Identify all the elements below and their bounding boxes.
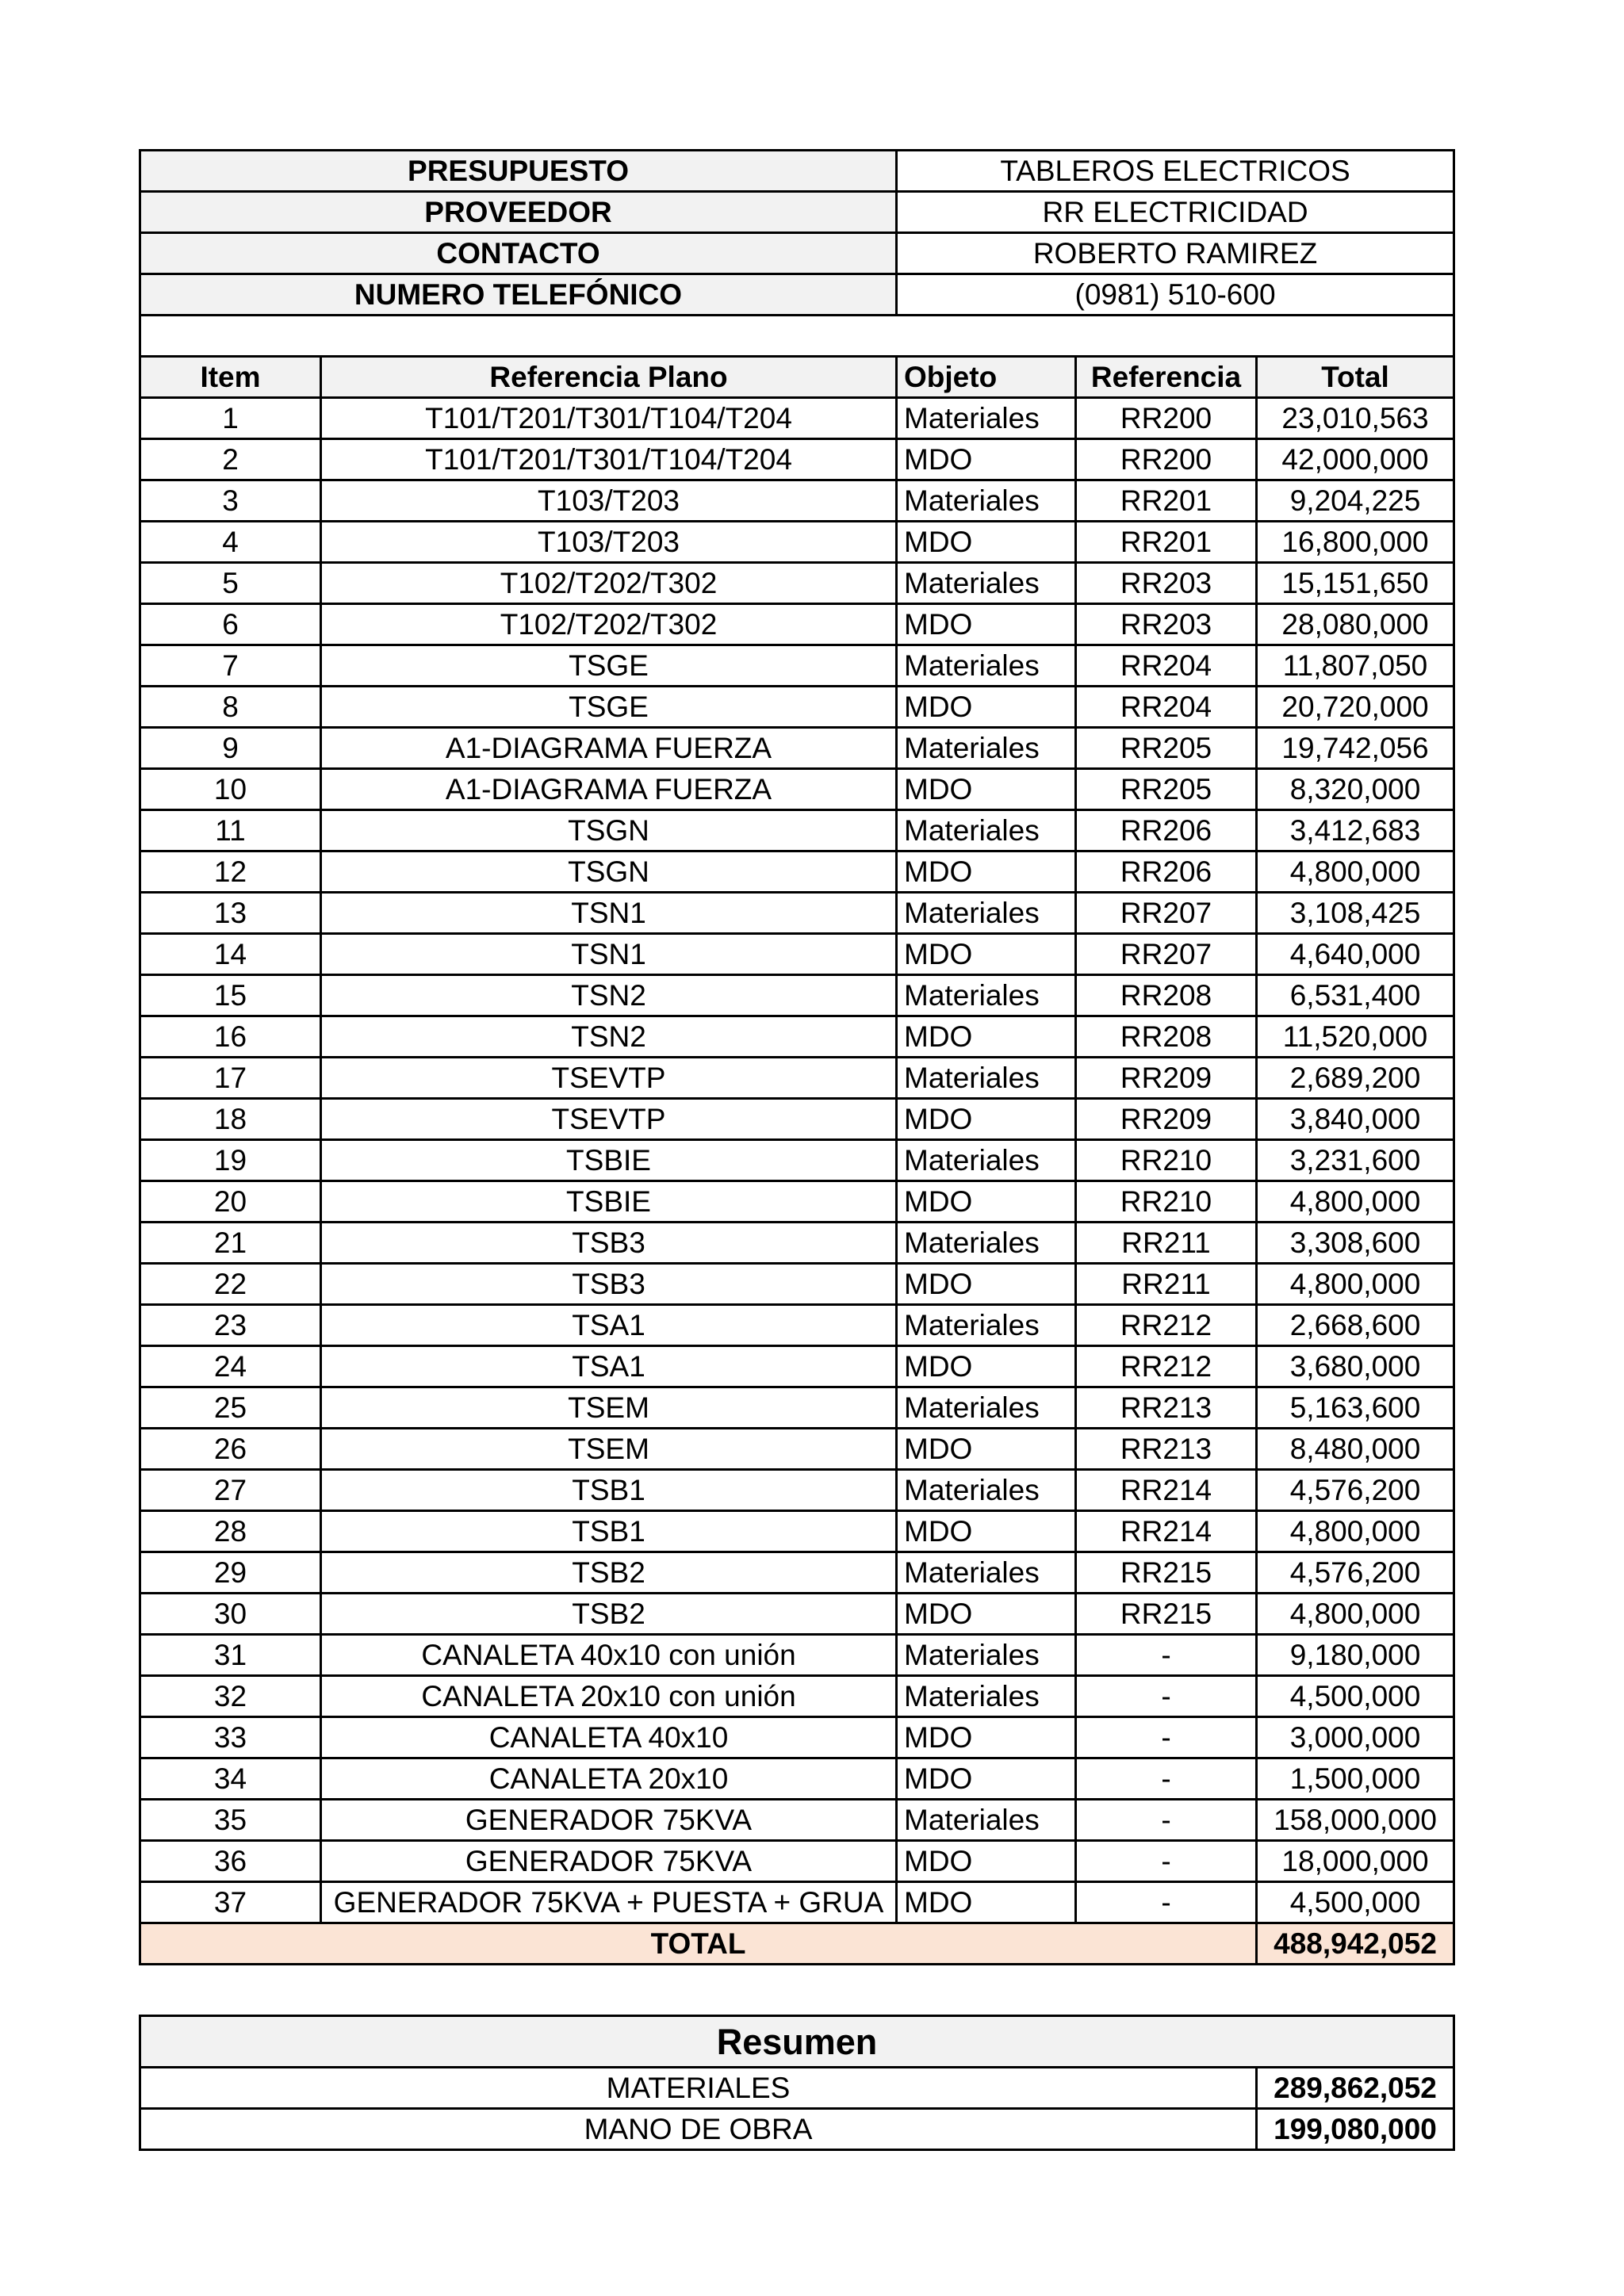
cell-referencia-plano: GENERADOR 75KVA xyxy=(321,1841,897,1882)
cell-objeto: Materiales xyxy=(897,398,1076,439)
table-row xyxy=(140,1635,1454,1676)
cell-referencia-plano: T103/T203 xyxy=(321,522,897,563)
cell-referencia: RR204 xyxy=(1076,687,1257,728)
cell-item: 21 xyxy=(140,1223,321,1264)
table-row xyxy=(140,398,1454,439)
header-label: CONTACTO xyxy=(140,233,897,274)
header-label: NUMERO TELEFÓNICO xyxy=(140,274,897,316)
cell-referencia-plano: TSEVTP xyxy=(321,1058,897,1099)
cell-objeto: MDO xyxy=(897,439,1076,480)
cell-referencia-plano: GENERADOR 75KVA + PUESTA + GRUA xyxy=(321,1882,897,1923)
table-row xyxy=(140,893,1454,934)
summary-title: Resumen xyxy=(140,2016,1454,2068)
cell-referencia-plano: TSGN xyxy=(321,851,897,893)
budget-table xyxy=(139,149,1455,1965)
cell-referencia-plano: TSA1 xyxy=(321,1346,897,1387)
column-header-objeto: Objeto xyxy=(897,357,1076,398)
header-value: RR ELECTRICIDAD xyxy=(897,192,1454,233)
cell-total: 18,000,000 xyxy=(1257,1841,1454,1882)
cell-objeto: Materiales xyxy=(897,893,1076,934)
cell-objeto: Materiales xyxy=(897,1800,1076,1841)
cell-referencia: RR205 xyxy=(1076,769,1257,810)
cell-total: 3,680,000 xyxy=(1257,1346,1454,1387)
cell-referencia: - xyxy=(1076,1676,1257,1717)
header-row-contacto xyxy=(140,233,1454,274)
cell-objeto: MDO xyxy=(897,1264,1076,1305)
cell-total: 158,000,000 xyxy=(1257,1800,1454,1841)
column-header-referencia-plano: Referencia Plano xyxy=(321,357,897,398)
cell-item: 28 xyxy=(140,1511,321,1552)
header-value: ROBERTO RAMIREZ xyxy=(897,233,1454,274)
cell-objeto: Materiales xyxy=(897,1140,1076,1181)
column-header-total: Total xyxy=(1257,357,1454,398)
cell-item: 26 xyxy=(140,1429,321,1470)
table-row xyxy=(140,1841,1454,1882)
column-header-item: Item xyxy=(140,357,321,398)
cell-total: 4,576,200 xyxy=(1257,1470,1454,1511)
cell-total: 3,108,425 xyxy=(1257,893,1454,934)
cell-referencia: - xyxy=(1076,1800,1257,1841)
cell-referencia: RR203 xyxy=(1076,563,1257,604)
cell-objeto: Materiales xyxy=(897,810,1076,851)
cell-referencia-plano: TSB3 xyxy=(321,1223,897,1264)
cell-referencia-plano: TSN1 xyxy=(321,934,897,975)
table-rows xyxy=(140,398,1454,1923)
cell-item: 12 xyxy=(140,851,321,893)
table-row xyxy=(140,1758,1454,1800)
cell-total: 4,640,000 xyxy=(1257,934,1454,975)
header-row-proveedor xyxy=(140,192,1454,233)
cell-objeto: MDO xyxy=(897,1429,1076,1470)
table-row xyxy=(140,1429,1454,1470)
table-row xyxy=(140,1181,1454,1223)
cell-item: 24 xyxy=(140,1346,321,1387)
cell-item: 4 xyxy=(140,522,321,563)
cell-total: 3,231,600 xyxy=(1257,1140,1454,1181)
cell-referencia-plano: A1-DIAGRAMA FUERZA xyxy=(321,728,897,769)
cell-referencia: RR207 xyxy=(1076,934,1257,975)
cell-total: 4,500,000 xyxy=(1257,1882,1454,1923)
cell-total: 4,800,000 xyxy=(1257,1181,1454,1223)
cell-total: 4,800,000 xyxy=(1257,851,1454,893)
cell-referencia: - xyxy=(1076,1841,1257,1882)
table-row xyxy=(140,975,1454,1016)
summary-title-row xyxy=(140,2016,1454,2068)
cell-referencia: RR208 xyxy=(1076,1016,1257,1058)
header-value: TABLEROS ELECTRICOS xyxy=(897,151,1454,192)
cell-item: 22 xyxy=(140,1264,321,1305)
cell-total: 9,180,000 xyxy=(1257,1635,1454,1676)
cell-item: 15 xyxy=(140,975,321,1016)
cell-total: 20,720,000 xyxy=(1257,687,1454,728)
cell-referencia: RR215 xyxy=(1076,1552,1257,1594)
cell-referencia-plano: CANALETA 20x10 xyxy=(321,1758,897,1800)
cell-objeto: MDO xyxy=(897,1511,1076,1552)
total-label: TOTAL xyxy=(140,1923,1257,1965)
table-row xyxy=(140,1223,1454,1264)
cell-total: 4,800,000 xyxy=(1257,1511,1454,1552)
cell-objeto: Materiales xyxy=(897,1305,1076,1346)
table-row xyxy=(140,439,1454,480)
cell-referencia-plano: TSGE xyxy=(321,687,897,728)
cell-total: 4,576,200 xyxy=(1257,1552,1454,1594)
table-row xyxy=(140,851,1454,893)
cell-total: 16,800,000 xyxy=(1257,522,1454,563)
table-row xyxy=(140,1099,1454,1140)
table-row xyxy=(140,1140,1454,1181)
cell-item: 13 xyxy=(140,893,321,934)
cell-referencia: RR215 xyxy=(1076,1594,1257,1635)
cell-objeto: MDO xyxy=(897,1758,1076,1800)
cell-item: 37 xyxy=(140,1882,321,1923)
cell-total: 5,163,600 xyxy=(1257,1387,1454,1429)
cell-total: 28,080,000 xyxy=(1257,604,1454,645)
cell-referencia-plano: CANALETA 20x10 con unión xyxy=(321,1676,897,1717)
cell-objeto: Materiales xyxy=(897,1676,1076,1717)
cell-referencia: RR211 xyxy=(1076,1223,1257,1264)
cell-referencia-plano: TSBIE xyxy=(321,1140,897,1181)
table-row xyxy=(140,1594,1454,1635)
cell-objeto: MDO xyxy=(897,851,1076,893)
cell-referencia: RR210 xyxy=(1076,1181,1257,1223)
cell-referencia: RR200 xyxy=(1076,398,1257,439)
cell-total: 6,531,400 xyxy=(1257,975,1454,1016)
cell-referencia-plano: TSB1 xyxy=(321,1470,897,1511)
cell-referencia: RR209 xyxy=(1076,1099,1257,1140)
table-row xyxy=(140,522,1454,563)
cell-referencia: RR209 xyxy=(1076,1058,1257,1099)
table-row xyxy=(140,728,1454,769)
cell-referencia: RR201 xyxy=(1076,480,1257,522)
table-row xyxy=(140,1717,1454,1758)
cell-objeto: Materiales xyxy=(897,1058,1076,1099)
cell-referencia-plano: TSGE xyxy=(321,645,897,687)
cell-objeto: MDO xyxy=(897,1717,1076,1758)
table-row xyxy=(140,604,1454,645)
summary-value: 199,080,000 xyxy=(1257,2109,1454,2150)
cell-referencia-plano: TSN2 xyxy=(321,975,897,1016)
cell-referencia-plano: T102/T202/T302 xyxy=(321,563,897,604)
cell-referencia: RR204 xyxy=(1076,645,1257,687)
cell-referencia-plano: TSB2 xyxy=(321,1552,897,1594)
summary-value: 289,862,052 xyxy=(1257,2068,1454,2109)
cell-item: 34 xyxy=(140,1758,321,1800)
cell-total: 1,500,000 xyxy=(1257,1758,1454,1800)
cell-item: 27 xyxy=(140,1470,321,1511)
summary-row-materiales xyxy=(140,2068,1454,2109)
table-row xyxy=(140,1264,1454,1305)
cell-referencia: RR213 xyxy=(1076,1387,1257,1429)
table-row xyxy=(140,1305,1454,1346)
cell-objeto: MDO xyxy=(897,1099,1076,1140)
cell-referencia-plano: TSN2 xyxy=(321,1016,897,1058)
cell-referencia: RR210 xyxy=(1076,1140,1257,1181)
cell-objeto: Materiales xyxy=(897,480,1076,522)
cell-item: 3 xyxy=(140,480,321,522)
cell-referencia-plano: TSA1 xyxy=(321,1305,897,1346)
cell-total: 11,520,000 xyxy=(1257,1016,1454,1058)
table-row xyxy=(140,810,1454,851)
cell-objeto: Materiales xyxy=(897,1387,1076,1429)
table-row xyxy=(140,563,1454,604)
cell-item: 11 xyxy=(140,810,321,851)
cell-item: 6 xyxy=(140,604,321,645)
cell-referencia: RR205 xyxy=(1076,728,1257,769)
cell-referencia: RR207 xyxy=(1076,893,1257,934)
cell-item: 2 xyxy=(140,439,321,480)
cell-referencia-plano: T101/T201/T301/T104/T204 xyxy=(321,439,897,480)
header-label: PROVEEDOR xyxy=(140,192,897,233)
cell-item: 23 xyxy=(140,1305,321,1346)
cell-referencia-plano: TSN1 xyxy=(321,893,897,934)
cell-referencia: RR203 xyxy=(1076,604,1257,645)
header-row-telefono xyxy=(140,274,1454,316)
cell-referencia: - xyxy=(1076,1717,1257,1758)
cell-item: 36 xyxy=(140,1841,321,1882)
cell-total: 4,500,000 xyxy=(1257,1676,1454,1717)
cell-referencia: - xyxy=(1076,1635,1257,1676)
cell-item: 32 xyxy=(140,1676,321,1717)
summary-label: MANO DE OBRA xyxy=(140,2109,1257,2150)
cell-objeto: Materiales xyxy=(897,1223,1076,1264)
cell-referencia-plano: GENERADOR 75KVA xyxy=(321,1800,897,1841)
cell-objeto: MDO xyxy=(897,1346,1076,1387)
table-row xyxy=(140,1882,1454,1923)
cell-item: 25 xyxy=(140,1387,321,1429)
cell-item: 20 xyxy=(140,1181,321,1223)
cell-referencia-plano: TSB2 xyxy=(321,1594,897,1635)
cell-item: 18 xyxy=(140,1099,321,1140)
cell-referencia: - xyxy=(1076,1882,1257,1923)
table-row xyxy=(140,1016,1454,1058)
cell-objeto: Materiales xyxy=(897,975,1076,1016)
table-row xyxy=(140,769,1454,810)
cell-total: 4,800,000 xyxy=(1257,1264,1454,1305)
cell-total: 8,320,000 xyxy=(1257,769,1454,810)
cell-item: 7 xyxy=(140,645,321,687)
cell-referencia: RR200 xyxy=(1076,439,1257,480)
summary-label: MATERIALES xyxy=(140,2068,1257,2109)
cell-total: 15,151,650 xyxy=(1257,563,1454,604)
table-row xyxy=(140,1346,1454,1387)
cell-referencia-plano: T103/T203 xyxy=(321,480,897,522)
cell-item: 17 xyxy=(140,1058,321,1099)
table-row xyxy=(140,934,1454,975)
cell-referencia-plano: TSEVTP xyxy=(321,1099,897,1140)
cell-referencia: - xyxy=(1076,1758,1257,1800)
cell-total: 3,308,600 xyxy=(1257,1223,1454,1264)
cell-referencia-plano: T102/T202/T302 xyxy=(321,604,897,645)
spacer-row xyxy=(140,316,1454,357)
cell-total: 9,204,225 xyxy=(1257,480,1454,522)
cell-total: 42,000,000 xyxy=(1257,439,1454,480)
cell-item: 5 xyxy=(140,563,321,604)
cell-objeto: Materiales xyxy=(897,1552,1076,1594)
cell-total: 8,480,000 xyxy=(1257,1429,1454,1470)
cell-total: 2,668,600 xyxy=(1257,1305,1454,1346)
cell-total: 2,689,200 xyxy=(1257,1058,1454,1099)
cell-referencia: RR212 xyxy=(1076,1305,1257,1346)
column-header-referencia: Referencia xyxy=(1076,357,1257,398)
cell-item: 9 xyxy=(140,728,321,769)
cell-objeto: Materiales xyxy=(897,1470,1076,1511)
cell-total: 23,010,563 xyxy=(1257,398,1454,439)
cell-item: 30 xyxy=(140,1594,321,1635)
cell-referencia-plano: T101/T201/T301/T104/T204 xyxy=(321,398,897,439)
cell-total: 4,800,000 xyxy=(1257,1594,1454,1635)
cell-objeto: MDO xyxy=(897,934,1076,975)
cell-item: 8 xyxy=(140,687,321,728)
cell-objeto: Materiales xyxy=(897,1635,1076,1676)
cell-total: 3,840,000 xyxy=(1257,1099,1454,1140)
cell-objeto: Materiales xyxy=(897,563,1076,604)
total-value: 488,942,052 xyxy=(1257,1923,1454,1965)
cell-total: 11,807,050 xyxy=(1257,645,1454,687)
cell-item: 10 xyxy=(140,769,321,810)
cell-referencia-plano: TSGN xyxy=(321,810,897,851)
summary-row-mano-de-obra xyxy=(140,2109,1454,2150)
header-label: PRESUPUESTO xyxy=(140,151,897,192)
cell-objeto: Materiales xyxy=(897,728,1076,769)
cell-objeto: Materiales xyxy=(897,645,1076,687)
table-row xyxy=(140,1676,1454,1717)
cell-total: 3,412,683 xyxy=(1257,810,1454,851)
table-row xyxy=(140,645,1454,687)
cell-item: 31 xyxy=(140,1635,321,1676)
cell-item: 1 xyxy=(140,398,321,439)
cell-objeto: MDO xyxy=(897,687,1076,728)
cell-referencia-plano: TSB1 xyxy=(321,1511,897,1552)
cell-referencia: RR211 xyxy=(1076,1264,1257,1305)
cell-referencia-plano: A1-DIAGRAMA FUERZA xyxy=(321,769,897,810)
cell-referencia-plano: TSBIE xyxy=(321,1181,897,1223)
cell-objeto: MDO xyxy=(897,1841,1076,1882)
cell-referencia-plano: CANALETA 40x10 con unión xyxy=(321,1635,897,1676)
cell-referencia: RR206 xyxy=(1076,851,1257,893)
cell-objeto: MDO xyxy=(897,1181,1076,1223)
cell-item: 29 xyxy=(140,1552,321,1594)
spacer-cell xyxy=(140,316,1454,357)
cell-item: 33 xyxy=(140,1717,321,1758)
cell-referencia: RR206 xyxy=(1076,810,1257,851)
table-row xyxy=(140,1058,1454,1099)
cell-objeto: MDO xyxy=(897,769,1076,810)
cell-referencia: RR208 xyxy=(1076,975,1257,1016)
cell-item: 35 xyxy=(140,1800,321,1841)
header-row-presupuesto xyxy=(140,151,1454,192)
cell-total: 19,742,056 xyxy=(1257,728,1454,769)
cell-referencia: RR212 xyxy=(1076,1346,1257,1387)
cell-item: 19 xyxy=(140,1140,321,1181)
table-row xyxy=(140,687,1454,728)
cell-referencia: RR201 xyxy=(1076,522,1257,563)
summary-table xyxy=(139,2015,1455,2151)
cell-referencia-plano: CANALETA 40x10 xyxy=(321,1717,897,1758)
header-value: (0981) 510-600 xyxy=(897,274,1454,316)
table-row xyxy=(140,1470,1454,1511)
cell-item: 14 xyxy=(140,934,321,975)
cell-referencia: RR213 xyxy=(1076,1429,1257,1470)
total-row xyxy=(140,1923,1454,1965)
cell-objeto: MDO xyxy=(897,522,1076,563)
cell-referencia-plano: TSB3 xyxy=(321,1264,897,1305)
column-header-row xyxy=(140,357,1454,398)
cell-objeto: MDO xyxy=(897,1594,1076,1635)
table-row xyxy=(140,1552,1454,1594)
cell-item: 16 xyxy=(140,1016,321,1058)
cell-objeto: MDO xyxy=(897,1016,1076,1058)
cell-referencia: RR214 xyxy=(1076,1511,1257,1552)
cell-referencia: RR214 xyxy=(1076,1470,1257,1511)
cell-total: 3,000,000 xyxy=(1257,1717,1454,1758)
table-row xyxy=(140,480,1454,522)
cell-objeto: MDO xyxy=(897,1882,1076,1923)
cell-referencia-plano: TSEM xyxy=(321,1429,897,1470)
table-row xyxy=(140,1387,1454,1429)
table-row xyxy=(140,1800,1454,1841)
table-row xyxy=(140,1511,1454,1552)
cell-referencia-plano: TSEM xyxy=(321,1387,897,1429)
cell-objeto: MDO xyxy=(897,604,1076,645)
